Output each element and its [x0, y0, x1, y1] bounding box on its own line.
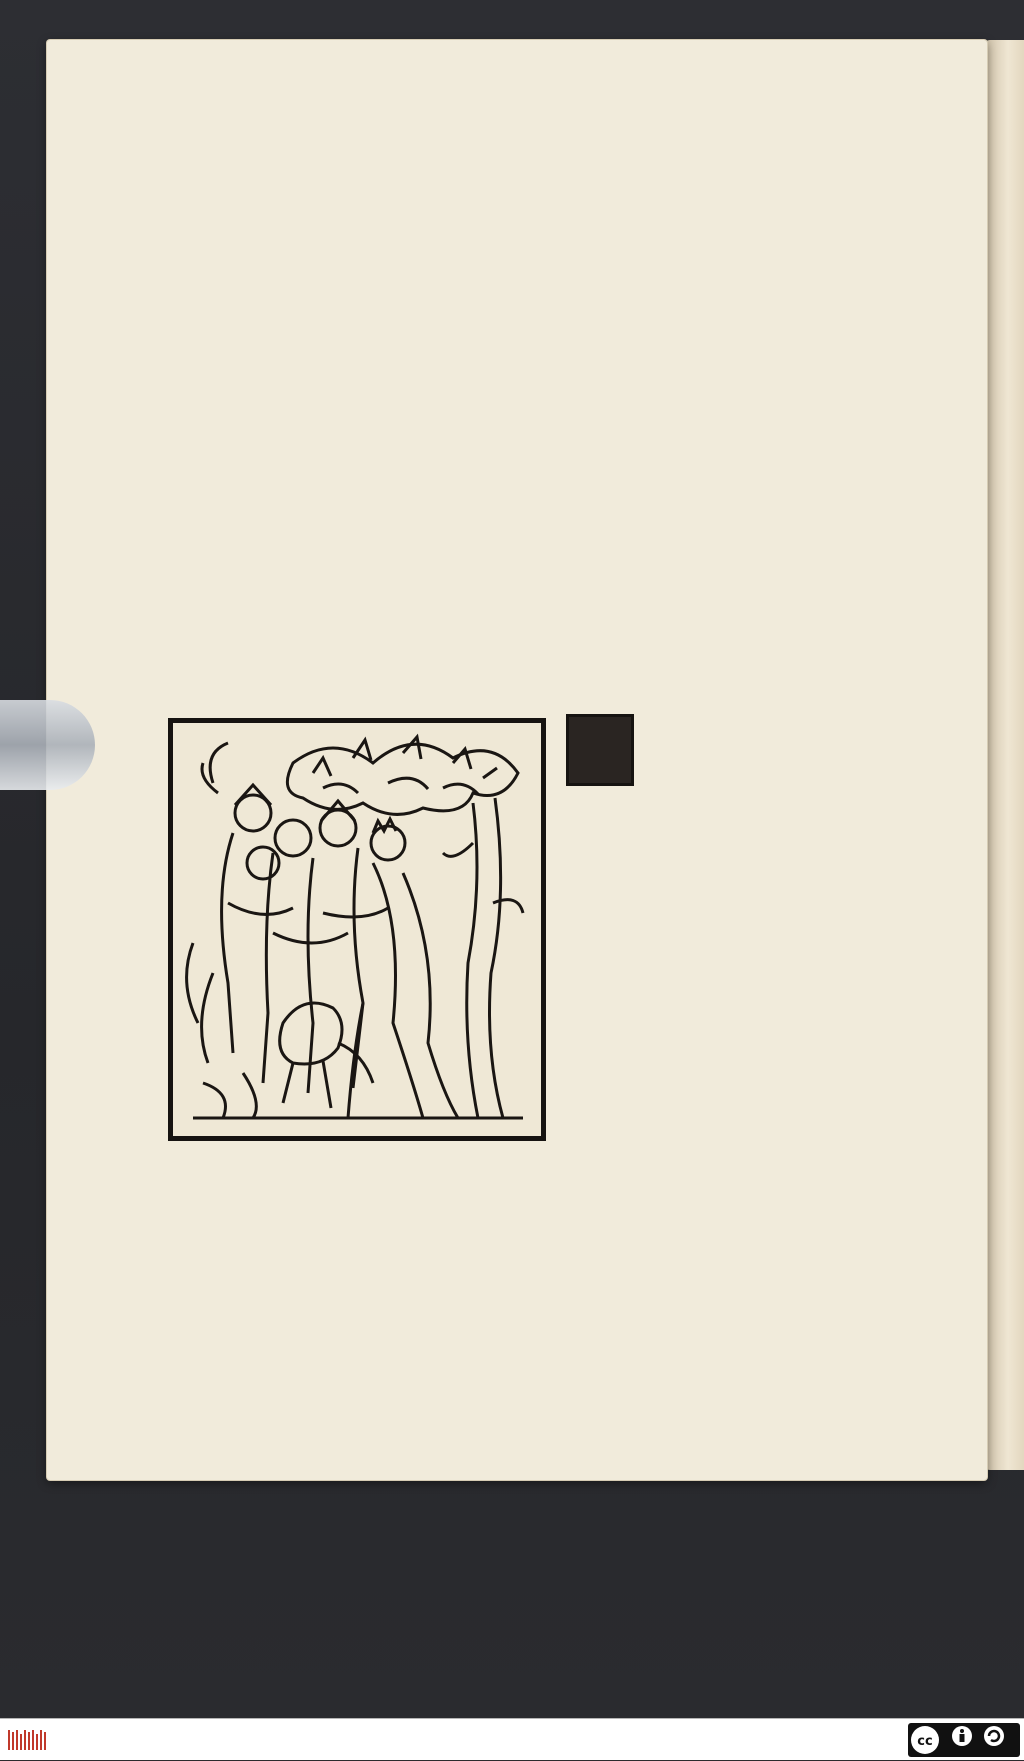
cc-license-badge[interactable]	[908, 1723, 1020, 1757]
hab-logo-icon	[8, 1728, 48, 1752]
woodcut-illustration	[168, 718, 546, 1141]
cc-by-sa-icon	[908, 1723, 1020, 1757]
page-clip	[0, 700, 95, 790]
svg-text:cc: cc	[917, 1734, 933, 1749]
decorated-initial	[566, 714, 634, 786]
footer-bar	[0, 1718, 1024, 1760]
woodcut-figures-image	[173, 723, 541, 1136]
facing-page-edge	[984, 40, 1024, 1470]
